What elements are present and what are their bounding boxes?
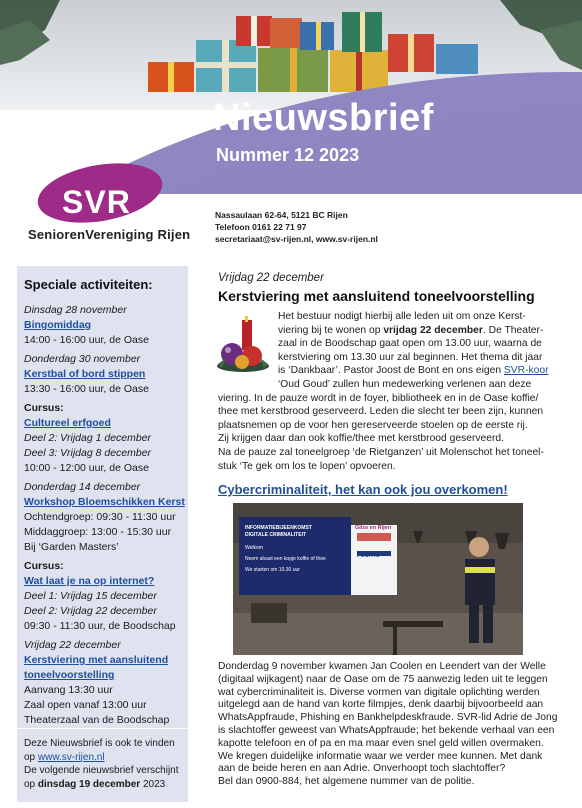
article-kicker: Vrijdag 22 december (218, 272, 324, 284)
article-kerstviering-header (218, 272, 568, 304)
text-line: kapotte telefoon en of pa en ma maar even snel geld willen overmaken. (218, 737, 544, 749)
list-item (24, 638, 186, 728)
text-line: Het bestuur nodigt hierbij alle leden uit om onze Kerst- (278, 311, 526, 322)
svr-koor-link[interactable]: SVR-koor (503, 365, 549, 377)
activity-detail: Zaal open vanaf 13:00 uur (24, 699, 147, 711)
activity-session: Deel 3: Vrijdag 8 december (24, 447, 152, 459)
activity-link-bingomiddag[interactable]: Bingomiddag (24, 319, 92, 331)
text-line: We kregen duidelijke informatie waar we verder mee kunnen. Met dank (218, 750, 543, 762)
text-line: ‘Oud Goud’ zullen hun medewerking verlenen aan deze (278, 378, 532, 390)
issue-number: Nummer 12 2023 (216, 145, 360, 165)
address-line: Nassaulaan 62-64, 5121 BC Rijen (215, 210, 348, 220)
text-line: uitgelegd aan de hand van korte filmpjes, denk daarbij bijvoorbeeld aan (218, 699, 544, 711)
footer-line: De volgende nieuwsbrief verschijnt (24, 765, 179, 776)
list-item (24, 303, 186, 348)
text-line: wat cybercriminaliteit is. Diverse vormen van digitale oplichting werden (218, 686, 540, 698)
activity-link-kerstbal[interactable]: Kerstbal of bord stippen (24, 368, 146, 380)
list-item (24, 480, 186, 555)
logo-mark: SVR (62, 184, 131, 220)
text-line: Donderdag 9 november kwamen Jan Coolen en Leendert van der Welle (218, 661, 546, 672)
text-line: zaal in de Boodschap gaat open om 13.00 uur, waarna de (278, 338, 542, 350)
activity-detail: 09:30 - 11:30 uur, de Boodschap (24, 620, 176, 632)
list-item (24, 352, 186, 397)
slide-brand: Gilze en Rijen (355, 525, 392, 531)
contact-address (215, 209, 378, 245)
website-link[interactable]: www.sv-rijen.nl (37, 751, 105, 763)
activity-link-internet[interactable]: Wat laat je na op internet? (24, 575, 155, 587)
text-line: thee met kerstbrood geserveerd. Leden die slecht ter been zijn, kunnen (218, 406, 544, 418)
text-line: (digitaal wijkagent) naar de Oase om de 75 aanwezig leden uit te leggen (218, 673, 548, 685)
text-line: Bel dan 0900-884, het algemene nummer van de politie. (218, 776, 475, 788)
footer-line: Deze Nieuwsbrief is ook te vinden (24, 738, 175, 749)
slide-row: We starten om 10.30 uur (245, 567, 300, 573)
activities-list (24, 303, 186, 732)
slide-row: Welkom (245, 545, 263, 551)
activity-detail: Aanvang 13:30 uur (24, 684, 113, 696)
footer-text: op (24, 751, 38, 763)
text-line: is slachtoffer geweest van WhatsAppfraude; het bekende verhaal van een (218, 724, 555, 736)
activity-label: Cursus: (24, 402, 64, 414)
event-date: vrijdag 22 december (383, 324, 483, 336)
activity-detail: Middaggroep: 13:00 - 15:30 uur (24, 526, 172, 538)
activity-detail: 14:00 - 16:00 uur, de Oase (24, 334, 149, 346)
article-cybercrime-body (218, 661, 570, 789)
activity-session: Deel 2: Vrijdag 22 december (24, 605, 157, 617)
cybercrime-photo (233, 503, 523, 655)
activity-session: Deel 2: Vrijdag 1 december (24, 432, 152, 444)
activity-link-cultureel-erfgoed[interactable]: Cultureel erfgoed (24, 417, 111, 429)
activity-detail: Bij ‘Garden Masters’ (24, 541, 119, 553)
activity-detail: Theaterzaal van de Boodschap (24, 714, 170, 726)
text-fragment: viering bij te wonen op (278, 324, 384, 336)
activity-detail: Ochtendgroep: 09:30 - 11:30 uur (24, 511, 176, 523)
slide-text (245, 525, 347, 574)
activity-label: Cursus: (24, 560, 64, 572)
slide-heading: DIGITALE CRIMINALITEIT (245, 532, 307, 538)
slide-heading: INFORMATIEBIJEENKOMST (245, 525, 312, 531)
text-fragment: . De Theater- (482, 324, 544, 336)
text-line: stuk ‘Te gek om los te lopen’ opvoeren. (218, 460, 396, 472)
activity-link-kerstviering[interactable]: Kerstviering met aansluitend (24, 654, 169, 666)
text-line: viering. In de pauze wordt in de foyer, bibliotheek en in de Oase koffie/ (218, 392, 539, 404)
article-cybercrime-title[interactable]: Cybercriminaliteit, het kan ook jou overkomen! (218, 482, 508, 497)
slide-row: Neem alvast een kopje koffie of thee (245, 556, 326, 562)
activity-detail: 13:30 - 16:00 uur, de Oase (24, 383, 149, 395)
text-line: plaatsnemen op de voor hen gereserveerde stoelen op de eerste rij. (218, 419, 528, 431)
activity-detail: 10:00 - 12:00 uur, de Oase (24, 462, 149, 474)
article-kerstviering-body (218, 310, 564, 473)
svr-logo (28, 162, 198, 252)
email-web-line: secretariaat@sv-rijen.nl, www.sv-rijen.nl (215, 234, 378, 244)
activity-session: Deel 1: Vrijdag 15 december (24, 590, 157, 602)
activity-date: Donderdag 30 november (24, 353, 141, 365)
text-line: Zij krijgen daar dan ook koffie/thee met kerstbrood geserveerd. (218, 433, 504, 445)
footer-text: op (24, 778, 38, 790)
phone-line: Telefoon 0161 22 71 97 (215, 222, 307, 232)
article-title: Kerstviering met aansluitend toneelvoorstelling (218, 288, 535, 304)
activity-date: Vrijdag 22 december (24, 639, 121, 651)
text-fragment: is ‘Dankbaar’. Pastor Joost de Bont en ons eigen (278, 365, 504, 377)
text-line: Na de pauze zal toneelgroep ‘de Rietganzen’ uit Molenschot het toneel- (218, 446, 544, 458)
text-line: WhatsAppfraude, Phishing en Bankhelpdeskfraude. SVR-lid Adrie de Jong (218, 712, 558, 724)
list-item (24, 401, 186, 476)
text-line: aan de beide heren en aan Adrie. Onverhoopt toch slachtoffer? (218, 763, 506, 775)
sidebar-footer (24, 737, 186, 791)
list-item (24, 559, 186, 634)
text-line: kerstviering om 13.30 uur zal beginnen. Het thema dit jaar (278, 351, 543, 363)
next-issue-date: dinsdag 19 december (37, 778, 141, 790)
activity-link-bloemschikken[interactable]: Workshop Bloemschikken Kerst (24, 496, 185, 508)
sidebar-divider (17, 728, 188, 729)
sidebar-heading: Speciale activiteiten: (24, 277, 153, 292)
activity-date: Dinsdag 28 november (24, 304, 127, 316)
special-activities-sidebar (17, 266, 188, 802)
activity-link-kerstviering-cont[interactable]: toneelvoorstelling (24, 669, 115, 681)
police-logo-text: POLITIE (357, 553, 380, 559)
logo-subtitle: SeniorenVereniging Rijen (28, 227, 191, 242)
newsletter-title: Nieuwsbrief (213, 97, 434, 139)
activity-date: Donderdag 14 december (24, 481, 141, 493)
footer-text: 2023 (140, 778, 166, 790)
